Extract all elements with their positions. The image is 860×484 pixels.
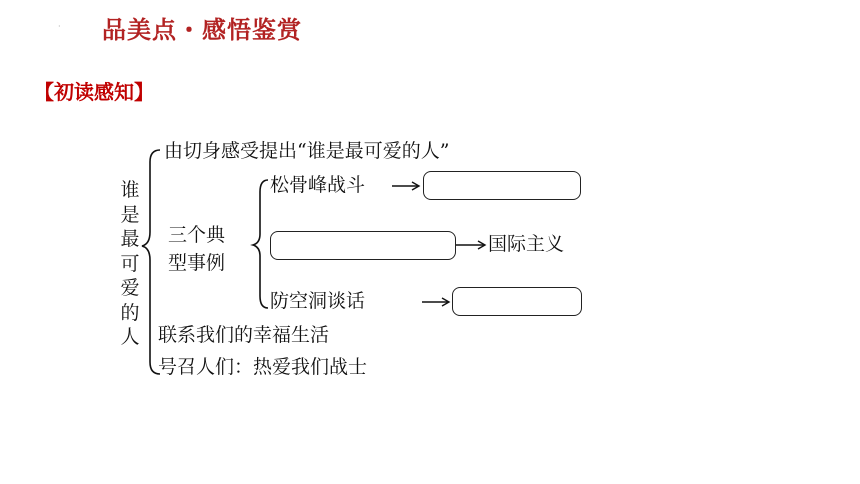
root-label: 谁是最可爱的人 (120, 179, 140, 348)
branch-intro: 由切身感受提出“谁是最可爱的人” (164, 140, 450, 162)
page-title: 品美点・感悟鉴赏 (102, 16, 302, 44)
inner-brace (253, 180, 268, 308)
slide-mark: · (58, 22, 61, 31)
answer-box-3[interactable] (452, 287, 582, 316)
branch-happy-life: 联系我们的幸福生活 (158, 324, 330, 346)
example-air-raid-shelter: 防空洞谈话 (270, 290, 366, 312)
example-songgufeng: 松骨峰战斗 (270, 174, 366, 196)
section-label: 【初读感知】 (34, 80, 154, 104)
group-label-line1: 三个典 (168, 224, 226, 246)
group-label-line2: 型事例 (168, 252, 226, 274)
example-internationalism: 国际主义 (488, 233, 565, 255)
answer-box-1[interactable] (423, 171, 581, 200)
branch-call-to-love: 号召人们：热爱我们战士 (158, 356, 368, 378)
answer-box-2[interactable] (270, 231, 456, 260)
